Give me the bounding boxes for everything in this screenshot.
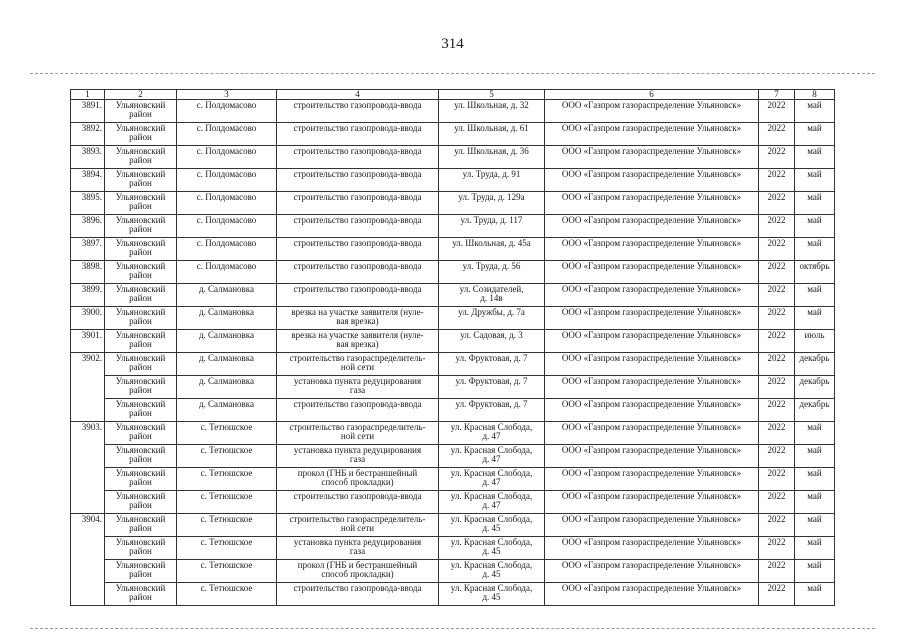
district-cell: Ульяновский район xyxy=(105,468,177,491)
header-cell: 6 xyxy=(545,90,759,100)
organization-cell: ООО «Газпром газораспределение Ульяновск» xyxy=(545,123,759,146)
year-cell: 2022 xyxy=(759,491,795,514)
month-cell: май xyxy=(795,284,835,307)
month-cell: май xyxy=(795,146,835,169)
work-type-cell: строительство газопровода-ввода xyxy=(277,583,439,606)
organization-cell: ООО «Газпром газораспределение Ульяновск» xyxy=(545,238,759,261)
settlement-cell: с. Полдомасово xyxy=(177,100,277,123)
work-type-cell: строительство газопровода-ввода xyxy=(277,123,439,146)
organization-cell: ООО «Газпром газораспределение Ульяновск» xyxy=(545,169,759,192)
month-cell: июль xyxy=(795,330,835,353)
month-cell: май xyxy=(795,192,835,215)
scan-artifact-line xyxy=(30,628,875,629)
district-cell: Ульяновский район xyxy=(105,146,177,169)
work-type-cell: строительство газораспределитель- ной сети xyxy=(277,422,439,445)
work-type-cell: прокол (ГНБ и бестраншейный способ прокладки) xyxy=(277,560,439,583)
table-row xyxy=(71,307,835,330)
year-cell: 2022 xyxy=(759,537,795,560)
register-table-body xyxy=(71,90,835,606)
settlement-cell: с. Тетюшское xyxy=(177,537,277,560)
settlement-cell: с. Тетюшское xyxy=(177,560,277,583)
organization-cell: ООО «Газпром газораспределение Ульяновск» xyxy=(545,583,759,606)
address-cell: ул. Фруктовая, д. 7 xyxy=(439,353,545,376)
address-cell: ул. Красная Слобода, д. 45 xyxy=(439,537,545,560)
row-number-cell: 3893. xyxy=(71,146,105,169)
address-cell: ул. Красная Слобода, д. 45 xyxy=(439,514,545,537)
register-table xyxy=(70,89,835,606)
district-cell: Ульяновский район xyxy=(105,123,177,146)
district-cell: Ульяновский район xyxy=(105,284,177,307)
month-cell: декабрь xyxy=(795,376,835,399)
row-number-cell: 3891. xyxy=(71,100,105,123)
month-cell: май xyxy=(795,169,835,192)
year-cell: 2022 xyxy=(759,261,795,284)
address-cell: ул. Школьная, д. 61 xyxy=(439,123,545,146)
organization-cell: ООО «Газпром газораспределение Ульяновск» xyxy=(545,284,759,307)
organization-cell: ООО «Газпром газораспределение Ульяновск» xyxy=(545,261,759,284)
organization-cell: ООО «Газпром газораспределение Ульяновск» xyxy=(545,468,759,491)
address-cell: ул. Труда, д. 91 xyxy=(439,169,545,192)
year-cell: 2022 xyxy=(759,399,795,422)
year-cell: 2022 xyxy=(759,330,795,353)
month-cell: май xyxy=(795,445,835,468)
row-number-cell: 3900. xyxy=(71,307,105,330)
organization-cell: ООО «Газпром газораспределение Ульяновск» xyxy=(545,560,759,583)
month-cell: май xyxy=(795,468,835,491)
organization-cell: ООО «Газпром газораспределение Ульяновск» xyxy=(545,353,759,376)
address-cell: ул. Садовая, д. 3 xyxy=(439,330,545,353)
row-number-cell: 3897. xyxy=(71,238,105,261)
month-cell: декабрь xyxy=(795,399,835,422)
table-row xyxy=(71,215,835,238)
work-type-cell: врезка на участке заявителя (нуле- вая врезка) xyxy=(277,330,439,353)
year-cell: 2022 xyxy=(759,169,795,192)
header-cell: 5 xyxy=(439,90,545,100)
district-cell: Ульяновский район xyxy=(105,583,177,606)
organization-cell: ООО «Газпром газораспределение Ульяновск» xyxy=(545,307,759,330)
work-type-cell: строительство газопровода-ввода xyxy=(277,146,439,169)
table-row xyxy=(71,399,835,422)
header-row xyxy=(71,90,835,100)
month-cell: май xyxy=(795,560,835,583)
district-cell: Ульяновский район xyxy=(105,238,177,261)
row-number-cell: 3904. xyxy=(71,514,105,606)
district-cell: Ульяновский район xyxy=(105,514,177,537)
month-cell: май xyxy=(795,307,835,330)
header-cell: 2 xyxy=(105,90,177,100)
table-row xyxy=(71,192,835,215)
row-number-cell: 3901. xyxy=(71,330,105,353)
month-cell: май xyxy=(795,123,835,146)
settlement-cell: с. Тетюшское xyxy=(177,583,277,606)
settlement-cell: с. Полдомасово xyxy=(177,169,277,192)
organization-cell: ООО «Газпром газораспределение Ульяновск» xyxy=(545,376,759,399)
settlement-cell: с. Полдомасово xyxy=(177,215,277,238)
settlement-cell: с. Полдомасово xyxy=(177,123,277,146)
year-cell: 2022 xyxy=(759,123,795,146)
district-cell: Ульяновский район xyxy=(105,261,177,284)
address-cell: ул. Созидателей, д. 14в xyxy=(439,284,545,307)
work-type-cell: строительство газопровода-ввода xyxy=(277,261,439,284)
row-number-cell: 3902. xyxy=(71,353,105,422)
settlement-cell: д. Салмановка xyxy=(177,307,277,330)
header-cell: 7 xyxy=(759,90,795,100)
work-type-cell: строительство газораспределитель- ной сети xyxy=(277,514,439,537)
work-type-cell: строительство газопровода-ввода xyxy=(277,238,439,261)
table-row xyxy=(71,514,835,537)
district-cell: Ульяновский район xyxy=(105,100,177,123)
settlement-cell: с. Полдомасово xyxy=(177,146,277,169)
month-cell: май xyxy=(795,422,835,445)
work-type-cell: установка пункта редуцирования газа xyxy=(277,376,439,399)
work-type-cell: врезка на участке заявителя (нуле- вая врезка) xyxy=(277,307,439,330)
settlement-cell: с. Тетюшское xyxy=(177,491,277,514)
organization-cell: ООО «Газпром газораспределение Ульяновск» xyxy=(545,514,759,537)
month-cell: май xyxy=(795,100,835,123)
work-type-cell: строительство газопровода-ввода xyxy=(277,192,439,215)
district-cell: Ульяновский район xyxy=(105,399,177,422)
table-row xyxy=(71,261,835,284)
organization-cell: ООО «Газпром газораспределение Ульяновск» xyxy=(545,192,759,215)
row-number-cell: 3894. xyxy=(71,169,105,192)
district-cell: Ульяновский район xyxy=(105,330,177,353)
month-cell: май xyxy=(795,238,835,261)
month-cell: май xyxy=(795,514,835,537)
settlement-cell: д. Салмановка xyxy=(177,284,277,307)
work-type-cell: строительство газопровода-ввода xyxy=(277,169,439,192)
header-cell: 4 xyxy=(277,90,439,100)
address-cell: ул. Красная Слобода, д. 47 xyxy=(439,445,545,468)
table-row xyxy=(71,583,835,606)
scan-artifact-line xyxy=(30,73,875,74)
table-row xyxy=(71,169,835,192)
settlement-cell: с. Тетюшское xyxy=(177,514,277,537)
table-row xyxy=(71,422,835,445)
year-cell: 2022 xyxy=(759,560,795,583)
header-cell: 1 xyxy=(71,90,105,100)
year-cell: 2022 xyxy=(759,422,795,445)
work-type-cell: прокол (ГНБ и бестраншейный способ прокладки) xyxy=(277,468,439,491)
settlement-cell: д. Салмановка xyxy=(177,376,277,399)
district-cell: Ульяновский район xyxy=(105,192,177,215)
table-row xyxy=(71,376,835,399)
table-row xyxy=(71,468,835,491)
table-row xyxy=(71,123,835,146)
district-cell: Ульяновский район xyxy=(105,560,177,583)
settlement-cell: д. Салмановка xyxy=(177,353,277,376)
year-cell: 2022 xyxy=(759,100,795,123)
settlement-cell: с. Тетюшское xyxy=(177,468,277,491)
settlement-cell: с. Тетюшское xyxy=(177,422,277,445)
year-cell: 2022 xyxy=(759,468,795,491)
month-cell: октябрь xyxy=(795,261,835,284)
district-cell: Ульяновский район xyxy=(105,422,177,445)
address-cell: ул. Дружбы, д. 7а xyxy=(439,307,545,330)
organization-cell: ООО «Газпром газораспределение Ульяновск» xyxy=(545,445,759,468)
year-cell: 2022 xyxy=(759,307,795,330)
settlement-cell: с. Полдомасово xyxy=(177,238,277,261)
work-type-cell: строительство газопровода-ввода xyxy=(277,215,439,238)
row-number-cell: 3903. xyxy=(71,422,105,514)
month-cell: май xyxy=(795,537,835,560)
district-cell: Ульяновский район xyxy=(105,537,177,560)
settlement-cell: с. Полдомасово xyxy=(177,192,277,215)
district-cell: Ульяновский район xyxy=(105,376,177,399)
table-row xyxy=(71,284,835,307)
month-cell: декабрь xyxy=(795,353,835,376)
year-cell: 2022 xyxy=(759,146,795,169)
settlement-cell: с. Полдомасово xyxy=(177,261,277,284)
table-row xyxy=(71,100,835,123)
address-cell: ул. Красная Слобода, д. 47 xyxy=(439,422,545,445)
organization-cell: ООО «Газпром газораспределение Ульяновск» xyxy=(545,422,759,445)
address-cell: ул. Школьная, д. 45а xyxy=(439,238,545,261)
page-number: 314 xyxy=(441,36,464,52)
organization-cell: ООО «Газпром газораспределение Ульяновск» xyxy=(545,215,759,238)
settlement-cell: д. Салмановка xyxy=(177,399,277,422)
address-cell: ул. Школьная, д. 36 xyxy=(439,146,545,169)
address-cell: ул. Красная Слобода, д. 47 xyxy=(439,468,545,491)
row-number-cell: 3892. xyxy=(71,123,105,146)
address-cell: ул. Труда, д. 129а xyxy=(439,192,545,215)
address-cell: ул. Труда, д. 56 xyxy=(439,261,545,284)
address-cell: ул. Школьная, д. 32 xyxy=(439,100,545,123)
work-type-cell: строительство газопровода-ввода xyxy=(277,100,439,123)
work-type-cell: установка пункта редуцирования газа xyxy=(277,445,439,468)
district-cell: Ульяновский район xyxy=(105,445,177,468)
district-cell: Ульяновский район xyxy=(105,491,177,514)
table-row xyxy=(71,491,835,514)
district-cell: Ульяновский район xyxy=(105,169,177,192)
settlement-cell: д. Салмановка xyxy=(177,330,277,353)
work-type-cell: строительство газораспределитель- ной сети xyxy=(277,353,439,376)
organization-cell: ООО «Газпром газораспределение Ульяновск» xyxy=(545,537,759,560)
settlement-cell: с. Тетюшское xyxy=(177,445,277,468)
year-cell: 2022 xyxy=(759,376,795,399)
district-cell: Ульяновский район xyxy=(105,215,177,238)
month-cell: май xyxy=(795,583,835,606)
address-cell: ул. Фруктовая, д. 7 xyxy=(439,399,545,422)
district-cell: Ульяновский район xyxy=(105,353,177,376)
organization-cell: ООО «Газпром газораспределение Ульяновск» xyxy=(545,491,759,514)
work-type-cell: строительство газопровода-ввода xyxy=(277,491,439,514)
year-cell: 2022 xyxy=(759,583,795,606)
table-row xyxy=(71,330,835,353)
work-type-cell: строительство газопровода-ввода xyxy=(277,399,439,422)
row-number-cell: 3895. xyxy=(71,192,105,215)
header-cell: 8 xyxy=(795,90,835,100)
table-row xyxy=(71,537,835,560)
table-row xyxy=(71,146,835,169)
organization-cell: ООО «Газпром газораспределение Ульяновск» xyxy=(545,100,759,123)
year-cell: 2022 xyxy=(759,284,795,307)
year-cell: 2022 xyxy=(759,514,795,537)
row-number-cell: 3896. xyxy=(71,215,105,238)
table-row xyxy=(71,560,835,583)
row-number-cell: 3898. xyxy=(71,261,105,284)
work-type-cell: установка пункта редуцирования газа xyxy=(277,537,439,560)
address-cell: ул. Труда, д. 117 xyxy=(439,215,545,238)
work-type-cell: строительство газопровода-ввода xyxy=(277,284,439,307)
address-cell: ул. Красная Слобода, д. 47 xyxy=(439,491,545,514)
table-row xyxy=(71,353,835,376)
district-cell: Ульяновский район xyxy=(105,307,177,330)
year-cell: 2022 xyxy=(759,445,795,468)
table-row xyxy=(71,238,835,261)
organization-cell: ООО «Газпром газораспределение Ульяновск» xyxy=(545,330,759,353)
header-cell: 3 xyxy=(177,90,277,100)
row-number-cell: 3899. xyxy=(71,284,105,307)
year-cell: 2022 xyxy=(759,353,795,376)
year-cell: 2022 xyxy=(759,192,795,215)
organization-cell: ООО «Газпром газораспределение Ульяновск» xyxy=(545,399,759,422)
organization-cell: ООО «Газпром газораспределение Ульяновск» xyxy=(545,146,759,169)
month-cell: май xyxy=(795,215,835,238)
address-cell: ул. Фруктовая, д. 7 xyxy=(439,376,545,399)
table-row xyxy=(71,445,835,468)
address-cell: ул. Красная Слобода, д. 45 xyxy=(439,560,545,583)
address-cell: ул. Красная Слобода, д. 45 xyxy=(439,583,545,606)
year-cell: 2022 xyxy=(759,238,795,261)
year-cell: 2022 xyxy=(759,215,795,238)
month-cell: май xyxy=(795,491,835,514)
